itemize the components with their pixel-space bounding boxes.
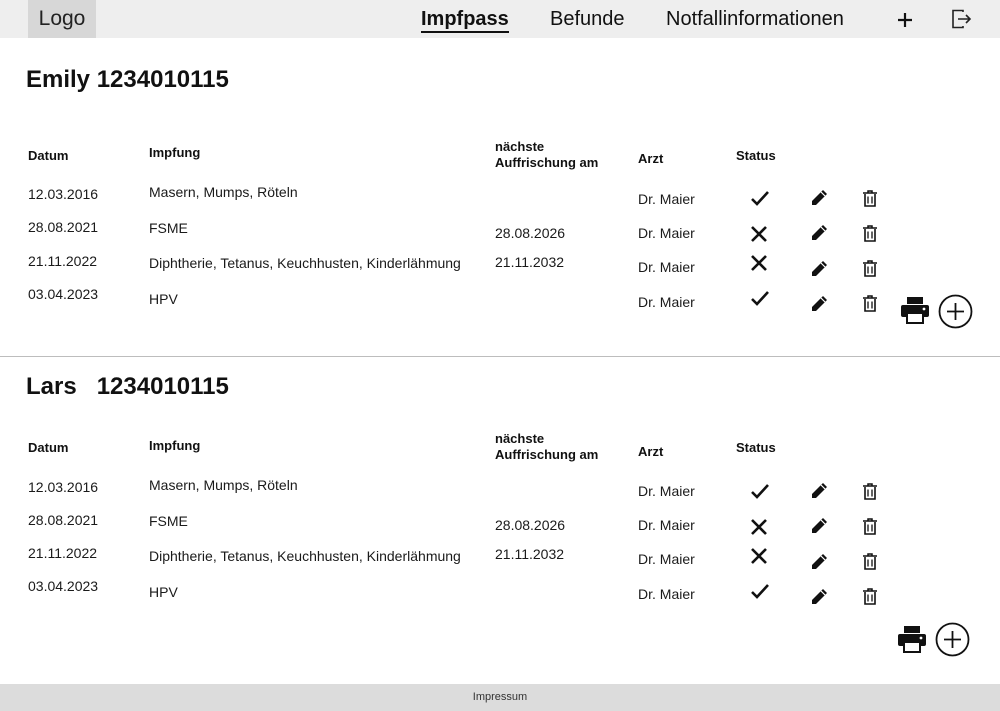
edit-pencil-icon[interactable] — [809, 516, 829, 536]
column-header-naechste-line1: nächste — [495, 431, 545, 446]
cell-arzt: Dr. Maier — [638, 225, 695, 241]
column-header-datum: Datum — [28, 148, 69, 163]
impressum-link[interactable]: Impressum — [472, 691, 528, 703]
cell-arzt: Dr. Maier — [638, 259, 695, 275]
cell-datum: 12.03.2016 — [28, 186, 99, 202]
edit-pencil-icon[interactable] — [809, 552, 829, 572]
patient-name: Lars 1234010115 — [26, 373, 229, 400]
delete-trash-icon[interactable] — [862, 587, 878, 606]
cell-impfung: HPV — [149, 584, 178, 600]
cell-arzt: Dr. Maier — [638, 191, 695, 207]
add-vaccination-circle-icon[interactable] — [935, 622, 970, 657]
nav-tab-impfpass-label: Impfpass — [421, 8, 509, 33]
patient-name: Emily 1234010115 — [26, 66, 229, 93]
column-header-arzt: Arzt — [638, 444, 664, 459]
cell-datum: 21.11.2022 — [28, 545, 98, 561]
cell-arzt: Dr. Maier — [638, 483, 695, 499]
status-cross-icon — [749, 224, 769, 244]
delete-trash-icon[interactable] — [862, 517, 878, 536]
column-header-status: Status — [736, 148, 776, 163]
cell-datum: 03.04.2023 — [28, 286, 99, 302]
delete-trash-icon[interactable] — [862, 189, 878, 208]
cell-datum: 21.11.2022 — [28, 253, 98, 269]
column-header-naechste-auffrischung — [495, 139, 598, 171]
cell-naechste-auffrischung: 21.11.2032 — [495, 546, 565, 562]
delete-trash-icon[interactable] — [862, 224, 878, 243]
column-header-naechste-line1: nächste — [495, 139, 545, 154]
patient-card-lars — [0, 356, 1000, 684]
delete-trash-icon[interactable] — [862, 294, 878, 313]
status-cross-icon — [749, 253, 769, 273]
patient-card-emily — [0, 38, 1000, 356]
cell-arzt: Dr. Maier — [638, 586, 695, 602]
cell-naechste-auffrischung: 21.11.2032 — [495, 254, 565, 270]
column-header-impfung: Impfung — [149, 438, 201, 453]
cell-datum: 28.08.2021 — [28, 219, 99, 235]
cell-impfung: Masern, Mumps, Röteln — [149, 184, 298, 200]
cell-arzt: Dr. Maier — [638, 551, 695, 567]
status-check-icon — [750, 581, 770, 601]
logout-icon[interactable] — [950, 8, 972, 30]
add-vaccination-circle-icon[interactable] — [938, 294, 973, 329]
column-header-arzt: Arzt — [638, 151, 664, 166]
status-cross-icon — [749, 517, 769, 537]
cell-impfung: FSME — [149, 220, 188, 236]
cell-impfung: HPV — [149, 291, 178, 307]
column-header-impfung: Impfung — [149, 145, 201, 160]
column-header-datum: Datum — [28, 440, 69, 455]
print-icon[interactable] — [900, 296, 930, 324]
cell-arzt: Dr. Maier — [638, 517, 695, 533]
column-header-status: Status — [736, 440, 776, 455]
column-header-naechste-line2: Auffrischung am — [495, 155, 599, 170]
status-check-icon — [750, 188, 770, 208]
plus-icon[interactable] — [893, 8, 917, 32]
edit-pencil-icon[interactable] — [809, 481, 829, 501]
logo[interactable]: Logo — [28, 0, 96, 38]
edit-pencil-icon[interactable] — [809, 223, 829, 243]
cell-arzt: Dr. Maier — [638, 294, 695, 310]
cell-naechste-auffrischung: 28.08.2026 — [495, 225, 566, 241]
cell-impfung: Diphtherie, Tetanus, Keuchhusten, Kinderlähmung — [149, 548, 461, 564]
cell-naechste-auffrischung: 28.08.2026 — [495, 517, 566, 533]
edit-pencil-icon[interactable] — [809, 294, 829, 314]
status-check-icon — [750, 288, 770, 308]
cell-datum: 12.03.2016 — [28, 479, 99, 495]
column-header-naechste-line2: Auffrischung am — [495, 447, 599, 462]
column-header-naechste-auffrischung — [495, 431, 598, 463]
edit-pencil-icon[interactable] — [809, 188, 829, 208]
delete-trash-icon[interactable] — [862, 259, 878, 278]
cell-impfung: FSME — [149, 513, 188, 529]
cell-datum: 28.08.2021 — [28, 512, 99, 528]
print-icon[interactable] — [897, 625, 927, 653]
edit-pencil-icon[interactable] — [809, 259, 829, 279]
nav-tab-impfpass[interactable] — [421, 0, 509, 38]
status-cross-icon — [749, 546, 769, 566]
nav-tab-befunde[interactable]: Befunde — [550, 8, 625, 30]
status-check-icon — [750, 481, 770, 501]
top-navigation-bar — [0, 0, 1000, 38]
footer — [0, 684, 1000, 711]
cell-datum: 03.04.2023 — [28, 578, 99, 594]
cell-impfung: Masern, Mumps, Röteln — [149, 477, 298, 493]
delete-trash-icon[interactable] — [862, 482, 878, 501]
cell-impfung: Diphtherie, Tetanus, Keuchhusten, Kinderlähmung — [149, 255, 461, 271]
nav-tab-notfallinformationen[interactable]: Notfallinformationen — [666, 8, 844, 30]
edit-pencil-icon[interactable] — [809, 587, 829, 607]
delete-trash-icon[interactable] — [862, 552, 878, 571]
